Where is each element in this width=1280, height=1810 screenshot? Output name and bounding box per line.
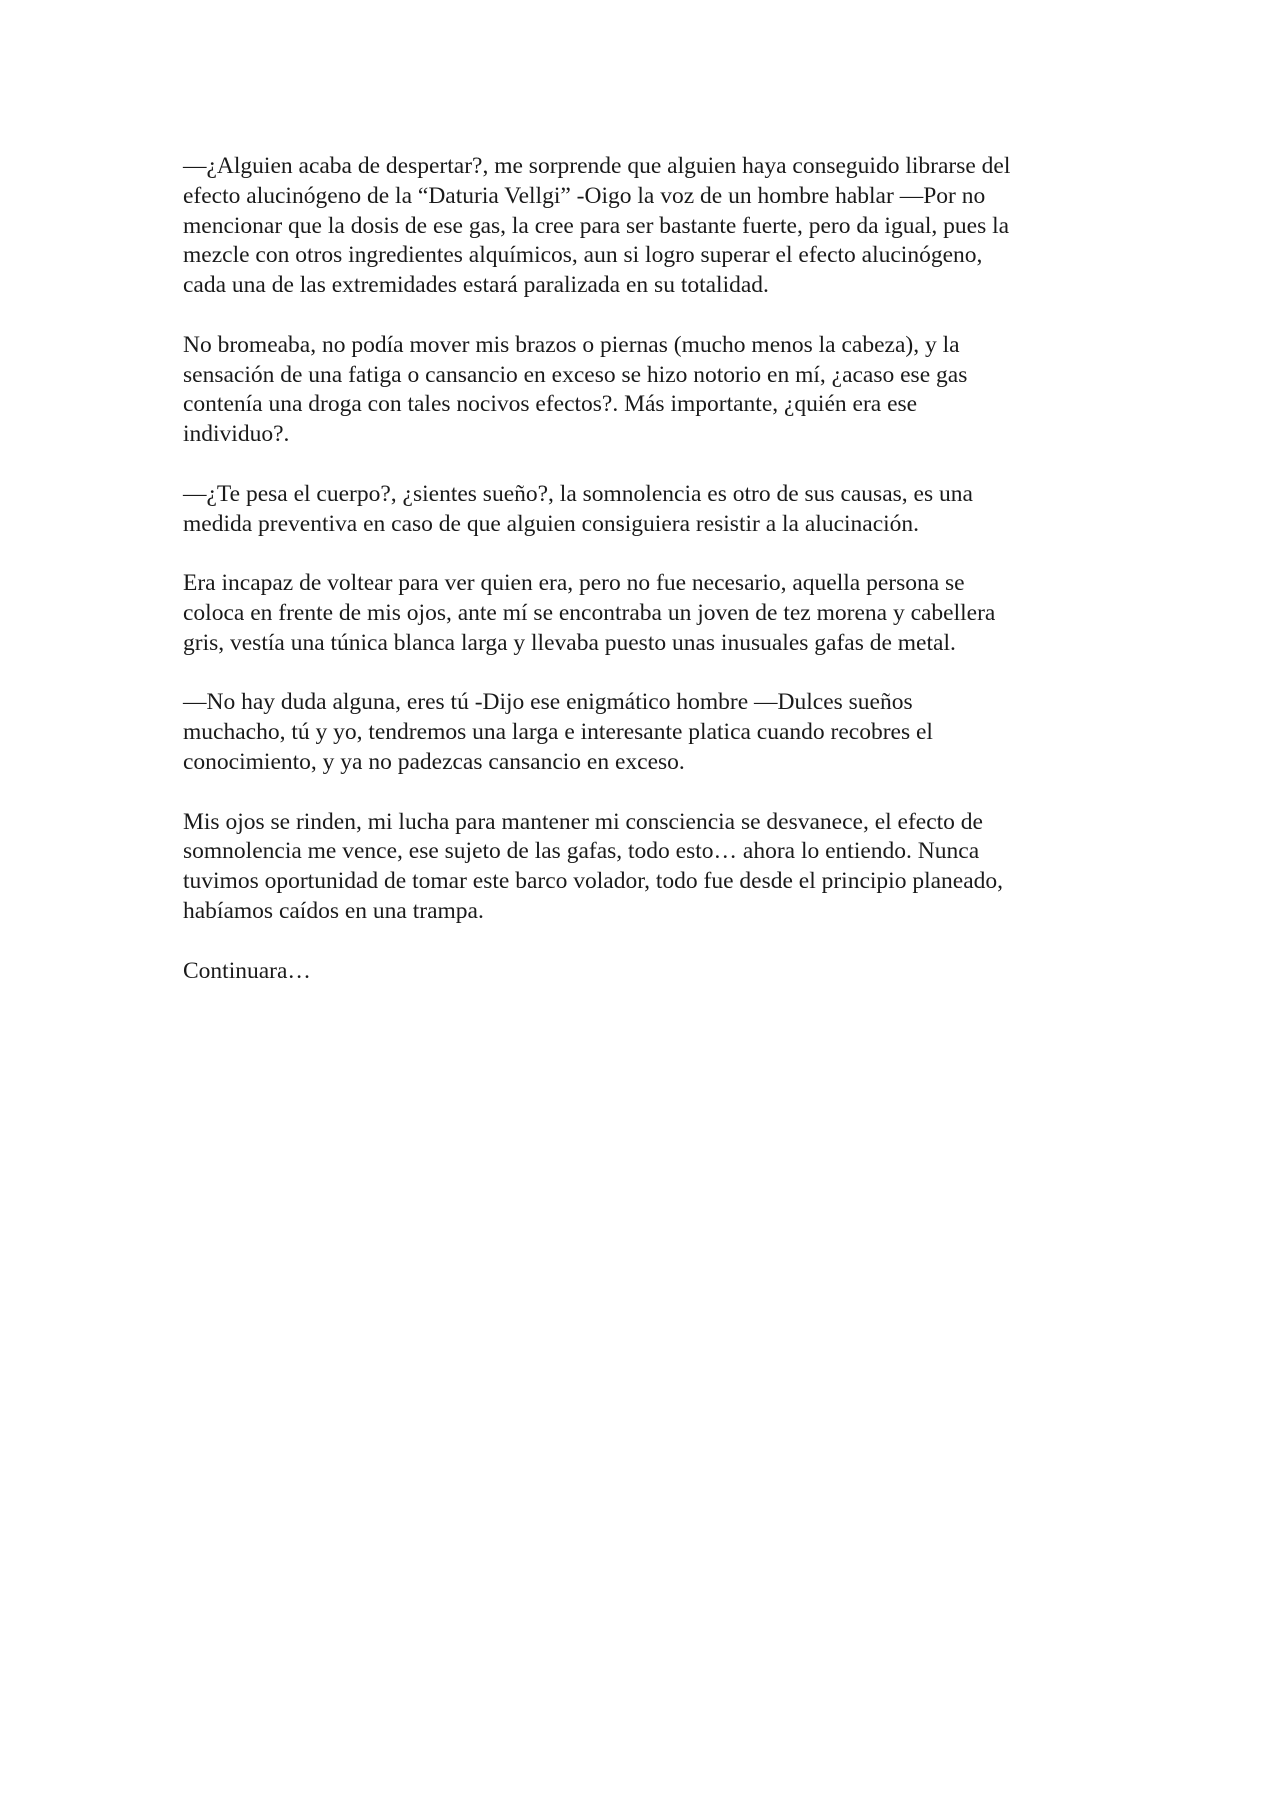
text-line: —¿Alguien acaba de despertar?, me sorprende que alguien haya conseguido librarse del [183,153,1011,179]
paragraph-1 [183,152,1103,301]
text-line: habíamos caídos en una trampa. [183,897,484,924]
text-line: —¿Te pesa el cuerpo?, ¿sientes sueño?, la somnolencia es otro de sus causas, es una [183,480,973,507]
paragraph-4 [183,569,1103,658]
text-line: medida preventiva en caso de que alguien consiguiera resistir a la alucinación. [183,510,920,537]
text-line: No bromeaba, no podía mover mis brazos o piernas (mucho menos la cabeza), y la [183,331,960,358]
text-line: Mis ojos se rinden, mi lucha para mantener mi consciencia se desvanece, el efecto de [183,808,983,835]
text-line: muchacho, tú y yo, tendremos una larga e interesante platica cuando recobres el [183,719,933,746]
paragraph-3 [183,480,1103,540]
text-line: contenía una droga con tales nocivos efectos?. Más importante, ¿quién era ese [183,391,918,418]
text-line: coloca en frente de mis ojos, ante mí se encontraba un joven de tez morena y cabellera [183,599,996,626]
text-line: Era incapaz de voltear para ver quien era, pero no fue necesario, aquella persona se [183,570,965,597]
paragraph-6 [183,808,1103,927]
paragraph-5 [183,688,1103,777]
text-line: conocimiento, y ya no padezcas cansancio en exceso. [183,748,685,775]
text-line: gris, vestía una túnica blanca larga y llevaba puesto unas inusuales gafas de metal. [183,629,956,656]
text-line: cada una de las extremidades estará paralizada en su totalidad. [183,272,769,299]
text-line: Continuara… [183,957,311,984]
document-body [183,152,1103,1016]
text-line: sensación de una fatiga o cansancio en exceso se hizo notorio en mí, ¿acaso ese gas [183,361,968,388]
text-line: tuvimos oportunidad de tomar este barco volador, todo fue desde el principio planeado, [183,868,1004,895]
text-line: efecto alucinógeno de la “Daturia Vellgi” -Oigo la voz de un hombre hablar —Por no [183,182,986,209]
text-line: —No hay duda alguna, eres tú -Dijo ese enigmático hombre —Dulces sueños [183,689,913,716]
paragraph-2 [183,331,1103,450]
text-line: mezcle con otros ingredientes alquímicos, aun si logro superar el efecto alucinógeno, [183,242,983,269]
text-line: mencionar que la dosis de ese gas, la cree para ser bastante fuerte, pero da igual, pues la [183,212,1010,239]
paragraph-7 [183,957,1103,987]
text-line: individuo?. [183,421,290,448]
text-line: somnolencia me vence, ese sujeto de las gafas, todo esto… ahora lo entiendo. Nunca [183,838,980,865]
